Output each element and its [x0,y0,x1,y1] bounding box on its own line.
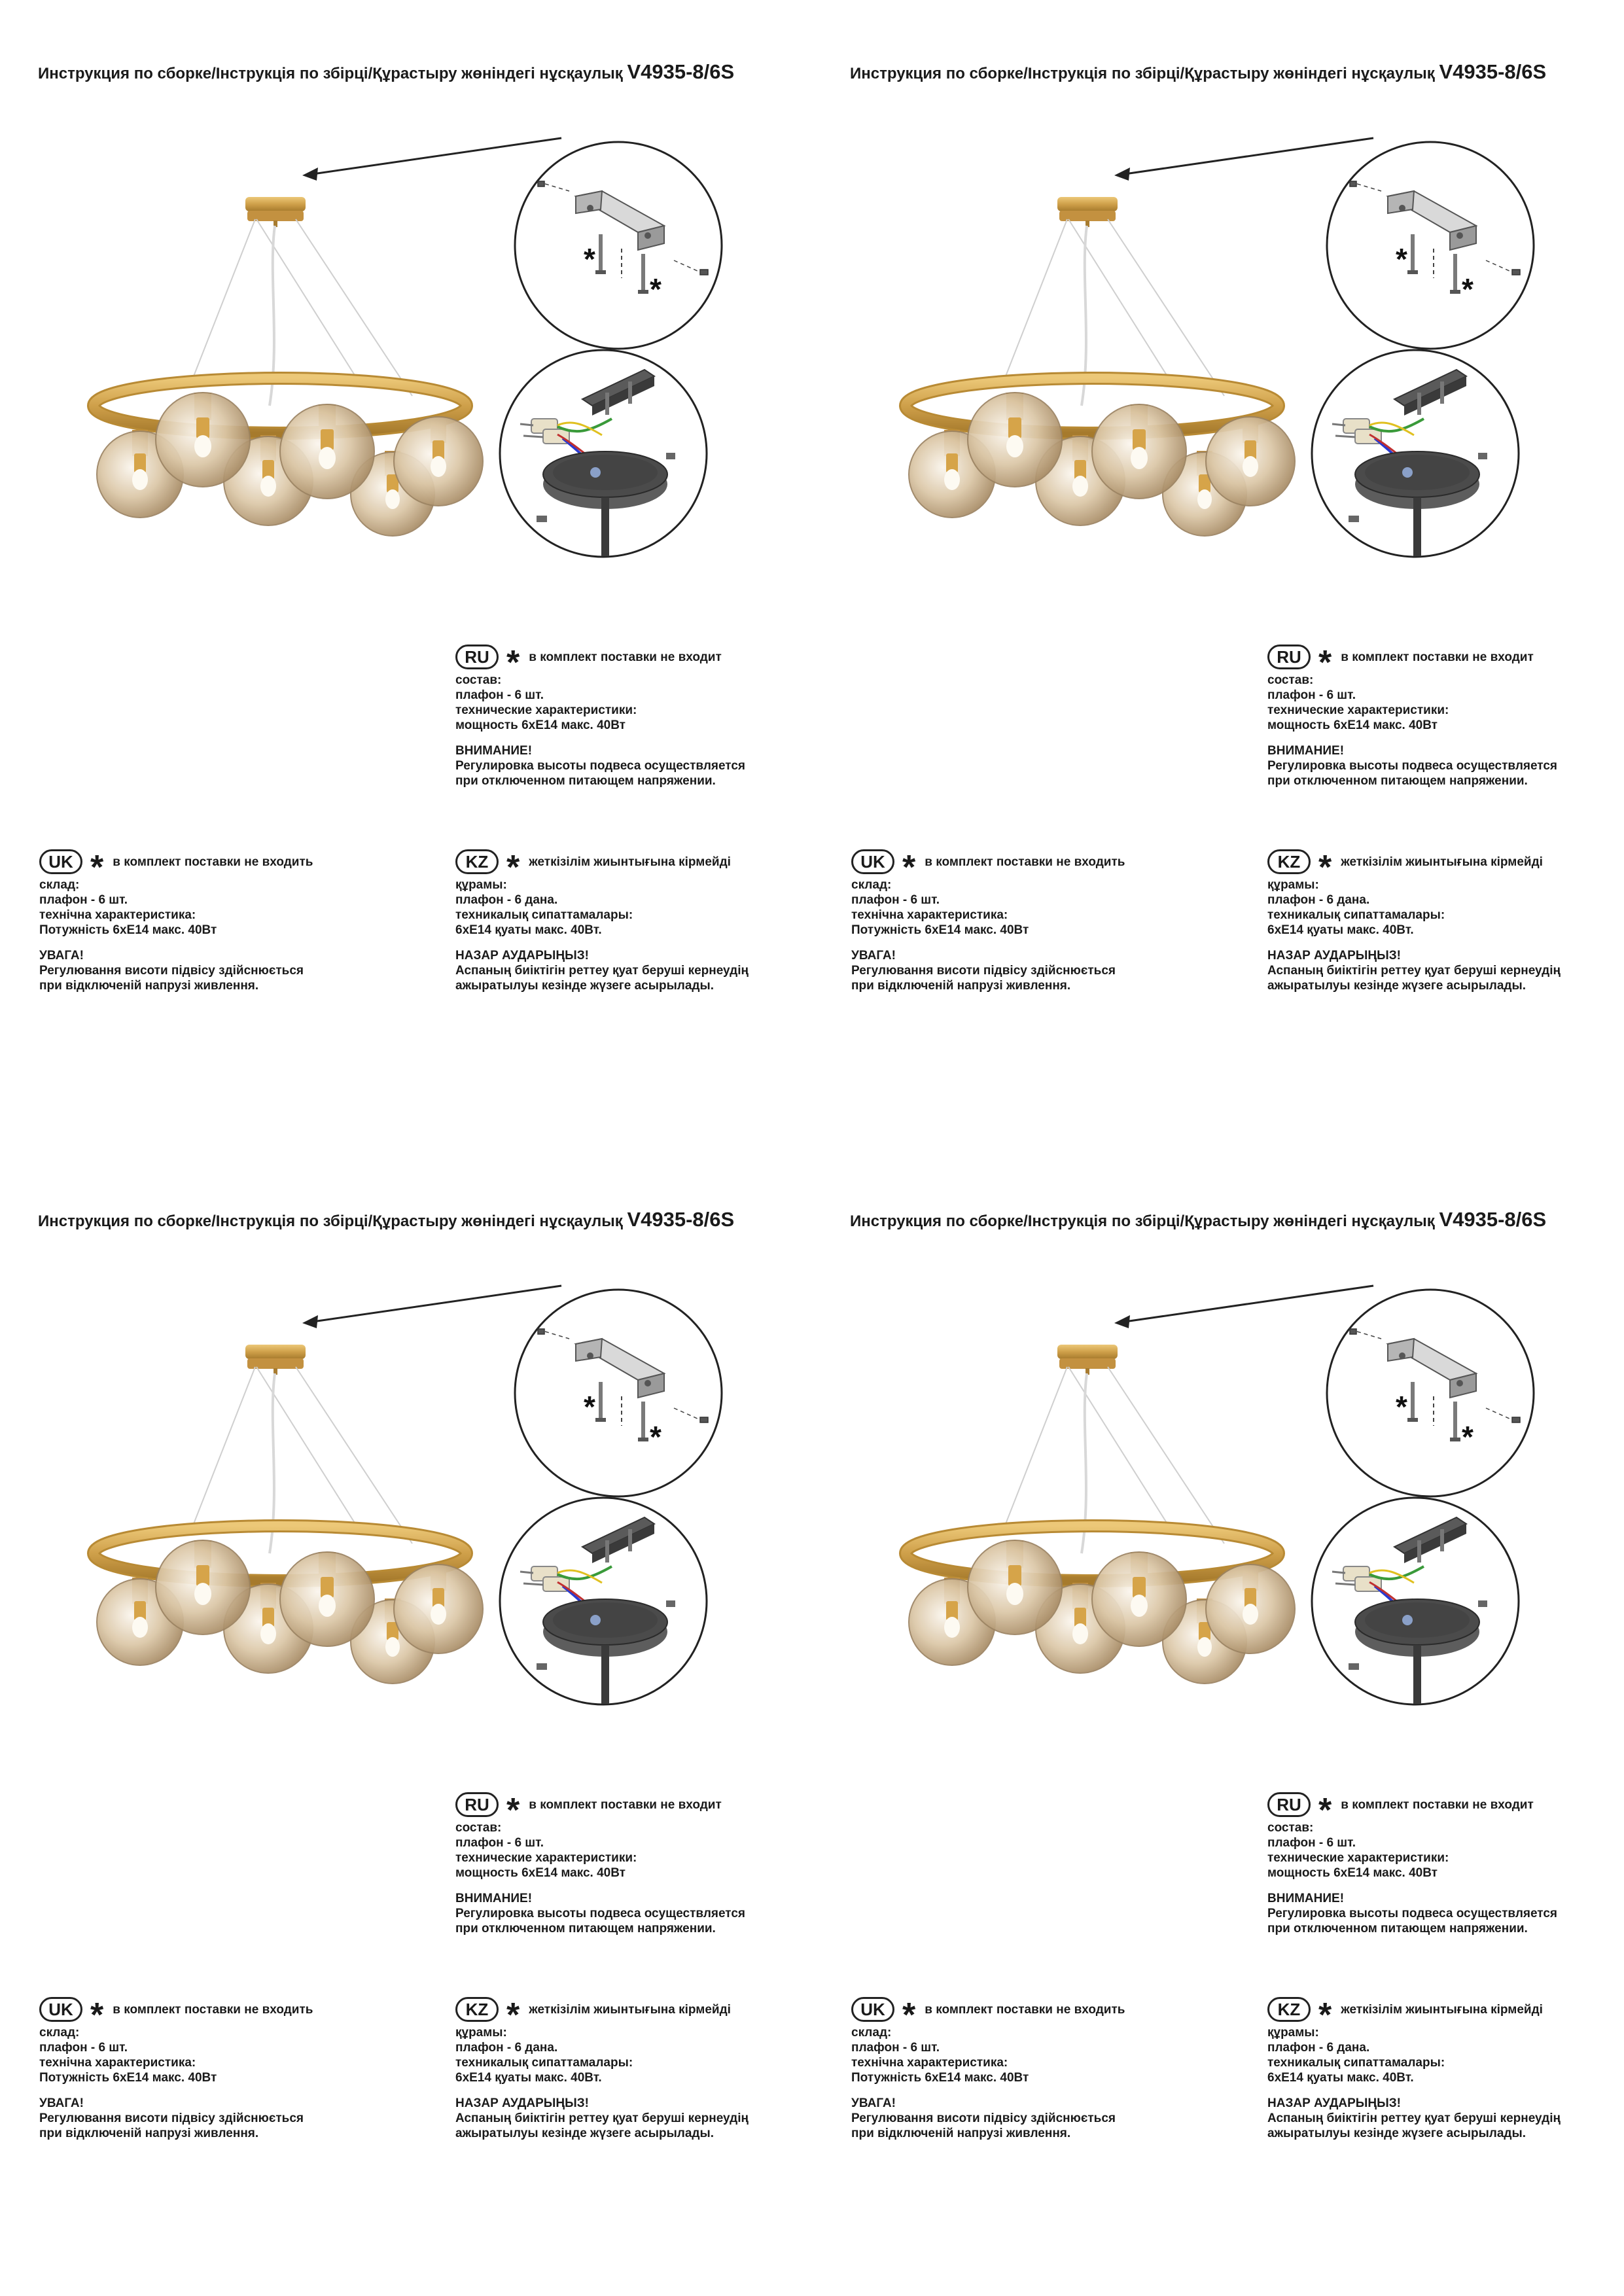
composition-value: плафон - 6 шт. [1267,688,1356,702]
document-title: Инструкция по сборке/Інструкція по збірці/Құрастыру жөніндегі нұсқаулық V4935-8/6S [38,1208,735,1231]
warning-text: Аспаның биіктігін реттеу қуат беруші кернеудің [1267,964,1561,978]
composition-label: құрамы: [1267,2026,1319,2040]
warning-text: при отключенном питающем напряжении. [1267,1922,1528,1935]
composition-label: склад: [851,878,892,892]
warning-title: ВНИМАНИЕ! [1267,744,1345,758]
warning-title: ВНИМАНИЕ! [455,1892,533,1905]
model-number: V4935-8/6S [1439,1208,1547,1231]
specs-value: 6хЕ14 қуаты макс. 40Вт. [1267,2071,1414,2085]
warning-title: ВНИМАНИЕ! [455,744,533,758]
warning-text: Аспаның биіктігін реттеу қуат беруші кернеудің [455,964,749,978]
composition-value: плафон - 6 шт. [851,2041,940,2055]
not-included-mark: * [506,1792,520,1829]
composition-value: плафон - 6 дана. [455,893,558,907]
ru-section [455,644,745,788]
composition-value: плафон - 6 дана. [1267,2041,1370,2055]
specs-label: техникалық сипаттамалары: [1267,2056,1445,2070]
kz-section [455,1996,749,2141]
warning-text: ажыратылуы кезінде жүзеге асырылады. [455,979,714,993]
composition-value: плафон - 6 шт. [39,2041,128,2055]
warning-text: Регулювання висоти підвісу здійснюється [39,964,304,978]
uk-section [39,849,313,993]
specs-value: Потужність 6хЕ14 макс. 40Вт [851,2071,1029,2085]
ru-section [1267,644,1557,788]
composition-value: плафон - 6 шт. [455,688,544,702]
warning-text: при отключенном питающем напряжении. [1267,774,1528,788]
specs-label: технічна характеристика: [39,2056,196,2070]
not-included-note: в комплект поставки не входить [113,855,313,869]
chandelier-diagram [0,1148,812,1737]
not-included-note: в комплект поставки не входит [1341,1797,1534,1812]
warning-text: ажыратылуы кезінде жүзеге асырылады. [455,2127,714,2140]
not-included-mark: * [1462,272,1474,306]
glass-globes [909,393,1295,536]
composition-value: плафон - 6 шт. [851,893,940,907]
language-badge-uk: UK [851,1997,894,2022]
not-included-mark: * [1318,849,1332,887]
bracket-detail [1327,1290,1534,1496]
gold-hoop [906,378,1279,433]
warning-text: Регулювання висоти підвісу здійснюється [851,2111,1116,2125]
specs-label: технические характеристики: [455,703,637,717]
composition-label: состав: [455,673,502,687]
kz-section [1267,849,1561,993]
composition-label: состав: [1267,1821,1314,1835]
gold-hoop [94,1526,467,1581]
not-included-note: жеткізілім жиынтығына кірмейді [1341,2002,1543,2017]
specs-value: 6хЕ14 қуаты макс. 40Вт. [455,2071,602,2085]
instruction-card [812,0,1624,1148]
wiring-detail [1312,1498,1519,1704]
language-badge-kz: KZ [1267,1997,1311,2022]
not-included-note: в комплект поставки не входит [529,1797,722,1812]
not-included-mark: * [506,1996,520,2034]
language-badge-kz: KZ [455,849,499,874]
document-title: Инструкция по сборке/Інструкція по збірці/Құрастыру жөніндегі нұсқаулық V4935-8/6S [850,60,1547,83]
warning-text: ажыратылуы кезінде жүзеге асырылады. [1267,979,1526,993]
specs-label: техникалық сипаттамалары: [1267,908,1445,922]
bracket-detail [1327,142,1534,349]
not-included-mark: * [1462,1420,1474,1454]
specs-value: мощность 6хЕ14 макс. 40Вт [455,718,626,732]
not-included-mark: * [1396,1390,1407,1424]
warning-title: НАЗАР АУДАРЫҢЫЗ! [1267,2096,1401,2110]
warning-text: при відключеній напрузі живлення. [851,2127,1071,2140]
warning-text: Регулировка высоты подвеса осуществляется [455,759,746,773]
specs-label: технічна характеристика: [39,908,196,922]
warning-title: УВАГА! [851,949,896,963]
not-included-mark: * [584,1390,595,1424]
language-badge-kz: KZ [455,1997,499,2022]
gold-hoop [906,1526,1279,1581]
not-included-mark: * [650,1420,662,1454]
composition-label: склад: [39,2026,80,2040]
composition-label: состав: [455,1821,502,1835]
language-badge-ru: RU [1267,1792,1311,1817]
model-number: V4935-8/6S [627,60,735,83]
not-included-note: в комплект поставки не входить [925,2002,1125,2017]
document-title: Инструкция по сборке/Інструкція по збірці/Құрастыру жөніндегі нұсқаулық V4935-8/6S [850,1208,1547,1231]
model-number: V4935-8/6S [627,1208,735,1231]
language-badge-uk: UK [851,849,894,874]
warning-text: при отключенном питающем напряжении. [455,1922,716,1935]
not-included-mark: * [90,1996,104,2034]
specs-label: технічна характеристика: [851,2056,1008,2070]
warning-title: УВАГА! [851,2096,896,2110]
not-included-mark: * [650,272,662,306]
specs-value: Потужність 6хЕ14 макс. 40Вт [39,923,217,937]
wiring-detail [1312,350,1519,557]
composition-value: плафон - 6 дана. [1267,893,1370,907]
model-number: V4935-8/6S [1439,60,1547,83]
specs-label: техникалық сипаттамалары: [455,2056,633,2070]
pointer-arrow [302,138,561,181]
composition-value: плафон - 6 шт. [39,893,128,907]
language-badge-uk: UK [39,1997,82,2022]
ru-section [1267,1792,1557,1936]
language-badge-ru: RU [455,645,499,669]
warning-title: НАЗАР АУДАРЫҢЫЗ! [455,2096,589,2110]
not-included-mark: * [90,849,104,887]
specs-value: 6хЕ14 қуаты макс. 40Вт. [1267,923,1414,937]
wiring-detail [500,1498,707,1704]
specs-label: технічна характеристика: [851,908,1008,922]
warning-text: при відключеній напрузі живлення. [39,2127,259,2140]
warning-title: УВАГА! [39,949,84,963]
uk-section [851,1996,1125,2141]
kz-section [1267,1996,1561,2141]
chandelier-diagram [812,0,1624,589]
specs-value: мощность 6хЕ14 макс. 40Вт [455,1866,626,1880]
specs-label: технические характеристики: [1267,703,1449,717]
warning-text: при отключенном питающем напряжении. [455,774,716,788]
not-included-mark: * [902,849,916,887]
specs-value: Потужність 6хЕ14 макс. 40Вт [851,923,1029,937]
warning-text: Аспаның биіктігін реттеу қуат беруші кернеудің [455,2111,749,2125]
specs-value: Потужність 6хЕ14 макс. 40Вт [39,2071,217,2085]
warning-text: Регулировка высоты подвеса осуществляется [455,1907,746,1920]
composition-value: плафон - 6 дана. [455,2041,558,2055]
warning-text: Регулювання висоти підвісу здійснюється [851,964,1116,978]
document-title: Инструкция по сборке/Інструкція по збірці/Құрастыру жөніндегі нұсқаулық V4935-8/6S [38,60,735,83]
chandelier-diagram [0,0,812,589]
composition-value: плафон - 6 шт. [455,1836,544,1850]
specs-value: мощность 6хЕ14 макс. 40Вт [1267,718,1438,732]
chandelier-diagram [812,1148,1624,1737]
not-included-note: в комплект поставки не входить [925,855,1125,869]
warning-title: НАЗАР АУДАРЫҢЫЗ! [1267,949,1401,963]
composition-label: склад: [851,2026,892,2040]
warning-text: Регулювання висоти підвісу здійснюється [39,2111,304,2125]
specs-label: технические характеристики: [455,1851,637,1865]
language-badge-ru: RU [1267,645,1311,669]
not-included-mark: * [506,644,520,682]
ru-section [455,1792,745,1936]
glass-globes [97,1540,483,1684]
not-included-mark: * [1318,644,1332,682]
warning-title: ВНИМАНИЕ! [1267,1892,1345,1905]
specs-value: 6хЕ14 қуаты макс. 40Вт. [455,923,602,937]
warning-text: Регулировка высоты подвеса осуществляется [1267,759,1558,773]
warning-text: при відключеній напрузі живлення. [39,979,259,993]
composition-label: құрамы: [455,2026,507,2040]
warning-text: Регулировка высоты подвеса осуществляется [1267,1907,1558,1920]
wiring-detail [500,350,707,557]
warning-title: УВАГА! [39,2096,84,2110]
not-included-note: жеткізілім жиынтығына кірмейді [1341,855,1543,869]
not-included-note: в комплект поставки не входит [529,650,722,664]
language-badge-ru: RU [455,1792,499,1817]
not-included-note: в комплект поставки не входит [1341,650,1534,664]
pointer-arrow [1114,1286,1373,1328]
not-included-mark: * [902,1996,916,2034]
not-included-note: жеткізілім жиынтығына кірмейді [529,855,731,869]
not-included-mark: * [1396,242,1407,276]
bracket-detail [515,142,722,349]
warning-text: при відключеній напрузі живлення. [851,979,1071,993]
composition-value: плафон - 6 шт. [1267,1836,1356,1850]
not-included-note: в комплект поставки не входить [113,2002,313,2017]
warning-text: ажыратылуы кезінде жүзеге асырылады. [1267,2127,1526,2140]
not-included-mark: * [506,849,520,887]
pointer-arrow [302,1286,561,1328]
warning-text: Аспаның биіктігін реттеу қуат беруші кернеудің [1267,2111,1561,2125]
instruction-card [812,1148,1624,2295]
not-included-note: жеткізілім жиынтығына кірмейді [529,2002,731,2017]
composition-label: құрамы: [1267,878,1319,892]
pointer-arrow [1114,138,1373,181]
language-badge-uk: UK [39,849,82,874]
composition-label: құрамы: [455,878,507,892]
specs-label: техникалық сипаттамалары: [455,908,633,922]
language-badge-kz: KZ [1267,849,1311,874]
specs-value: мощность 6хЕ14 макс. 40Вт [1267,1866,1438,1880]
warning-title: НАЗАР АУДАРЫҢЫЗ! [455,949,589,963]
glass-globes [97,393,483,536]
composition-label: состав: [1267,673,1314,687]
not-included-mark: * [584,242,595,276]
instruction-card [0,0,812,1148]
uk-section [39,1996,313,2141]
instruction-card [0,1148,812,2295]
kz-section [455,849,749,993]
composition-label: склад: [39,878,80,892]
bracket-detail [515,1290,722,1496]
gold-hoop [94,378,467,433]
uk-section [851,849,1125,993]
not-included-mark: * [1318,1996,1332,2034]
glass-globes [909,1540,1295,1684]
not-included-mark: * [1318,1792,1332,1829]
specs-label: технические характеристики: [1267,1851,1449,1865]
